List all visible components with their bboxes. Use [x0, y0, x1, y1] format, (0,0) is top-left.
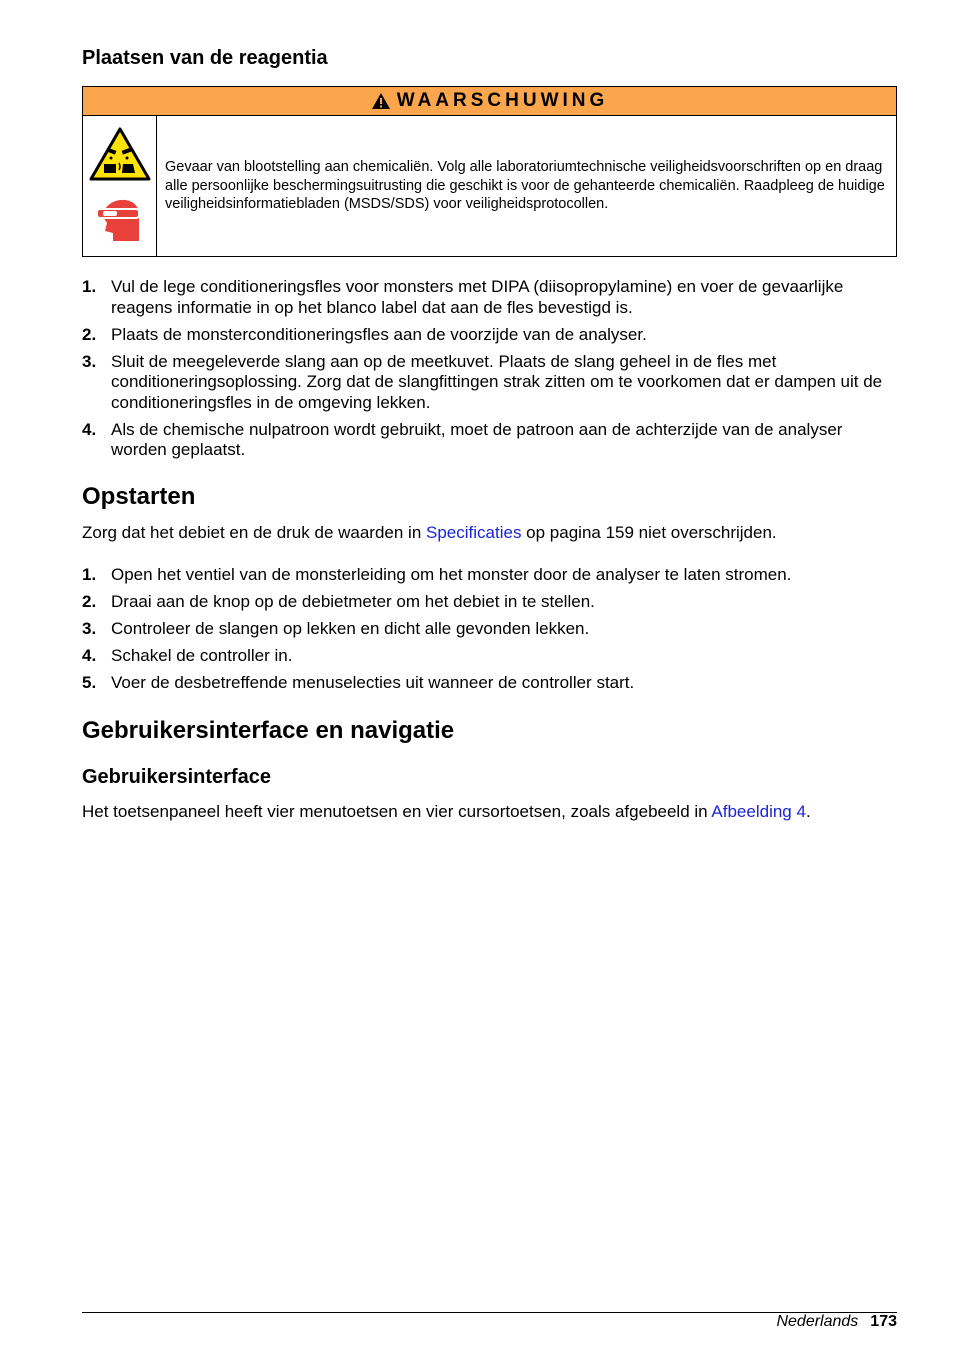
- reagents-steps: [82, 277, 897, 467]
- warning-header: [83, 87, 896, 116]
- footer-language: Nederlands: [776, 1313, 859, 1330]
- afbeelding-link[interactable]: Afbeelding 4: [711, 802, 806, 821]
- list-item: 3. Controleer de slangen op lekken en dicht alle gevonden lekken.: [82, 619, 590, 638]
- warning-box: [82, 86, 897, 257]
- warning-icons: [83, 116, 157, 256]
- page-footer: [776, 1312, 897, 1332]
- startup-steps: [82, 565, 897, 700]
- ui-subheading: Gebruikersinterface: [82, 766, 271, 788]
- list-item: 1. Open het ventiel van de monsterleiding om het monster door de analyser te laten stromen.: [82, 565, 792, 584]
- list-item: 2. Plaats de monsterconditioneringsfles aan de voorzijde van de analyser.: [82, 324, 647, 344]
- reagents-heading: Plaatsen van de reagentia: [82, 47, 328, 69]
- list-item: 4. Als de chemische nulpatroon wordt gebruikt, moet de patroon aan de achterzijde van de analyser worden geplaatst.: [82, 419, 843, 459]
- list-item: 5. Voer de desbetreffende menuselecties uit wanneer de controller start.: [82, 673, 635, 692]
- safety-goggles-icon: [93, 187, 147, 245]
- list-item: 1. Vul de lege conditioneringsfles voor monsters met DIPA (diisopropylamine) en voer de gevaarlijke reagens informatie in op het blanco label dat aan de fles bevestigd is.: [82, 277, 844, 317]
- warning-text: Gevaar van blootstelling aan chemicaliën. Volg alle laboratoriumtechnische veiligheidsvoorschriften op en draag alle persoonlijke beschermingsuitrusting die geschikt is voor de gehanteerde chemicaliën. Raadpleeg de huidige veiligheidsinformatiebladen (MSDS/SDS) voor veiligheidsprotocollen.: [165, 159, 885, 212]
- warning-triangle-icon: [371, 92, 391, 110]
- list-item: 3. Sluit de meegeleverde slang aan op de meetkuvet. Plaats de slang geheel in de fles met conditioneringsoplossing. Zorg dat de slangfittingen strak zitten om te voorkomen dat er dampen uit de conditioneringsfles in de omgeving lekken.: [82, 351, 883, 412]
- startup-intro: Zorg dat het debiet en de druk de waarden in Specificaties op pagina 159 niet overschrijden.: [82, 523, 777, 542]
- page-number: 173: [870, 1313, 897, 1330]
- ui-paragraph: Het toetsenpaneel heeft vier menutoetsen en vier cursortoetsen, zoals afgebeeld in Afbeelding 4.: [82, 802, 811, 821]
- specificaties-link[interactable]: Specificaties: [426, 523, 522, 542]
- list-item: 4. Schakel de controller in.: [82, 646, 293, 665]
- chemical-hazard-icon: [89, 127, 151, 181]
- startup-heading: Opstarten: [82, 483, 196, 510]
- footer-divider: [82, 1312, 897, 1313]
- ui-navigation-heading: Gebruikersinterface en navigatie: [82, 717, 455, 744]
- warning-label: WAARSCHUWING: [396, 90, 609, 111]
- list-item: 2. Draai aan de knop op de debietmeter om het debiet in te stellen.: [82, 592, 595, 611]
